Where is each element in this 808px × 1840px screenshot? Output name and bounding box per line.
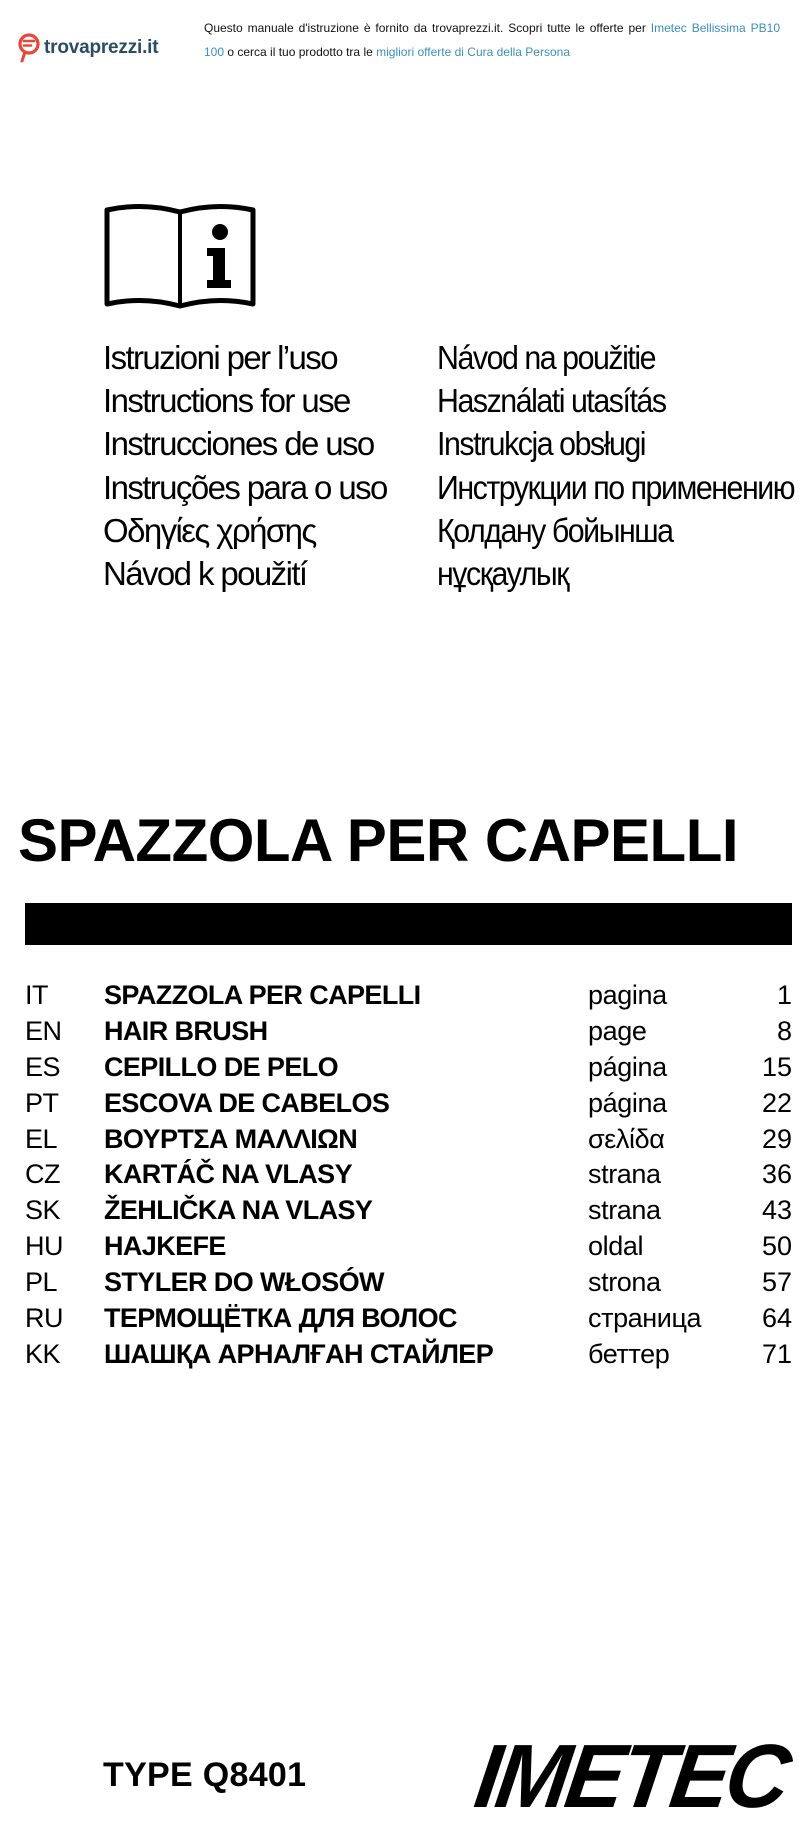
toc-page-word: страница	[588, 1303, 702, 1334]
language-left-item: Οδηγίες χρήσης	[103, 511, 316, 549]
language-right-item: Használati utasítás	[437, 382, 666, 420]
toc-row	[0, 1122, 808, 1158]
toc-language-code: SK	[25, 1195, 61, 1226]
toc-language-code: RU	[25, 1303, 63, 1334]
toc-section-title: ШАШҚА АРНАЛҒАН СТАЙЛЕР	[104, 1338, 494, 1369]
price-tag-icon	[17, 33, 41, 63]
toc-language-code: EN	[25, 1015, 62, 1046]
toc-language-code: PT	[25, 1087, 59, 1118]
model-type: TYPE Q8401	[103, 1756, 307, 1794]
toc-row	[0, 1337, 808, 1373]
toc-section-title: ŽEHLIČKA NA VLASY	[104, 1195, 373, 1226]
toc-page-word: página	[588, 1051, 667, 1082]
top-banner	[0, 0, 808, 70]
toc-page-word: pagina	[588, 980, 667, 1010]
toc-page-number: 8	[776, 1015, 792, 1046]
toc-page-number: 43	[761, 1195, 792, 1226]
toc-page-number: 1	[776, 980, 792, 1010]
logo-text: trovaprezzi.it	[44, 37, 159, 58]
trovaprezzi-logo[interactable]	[17, 33, 158, 63]
toc-page-number: 36	[761, 1159, 792, 1190]
toc-row	[0, 1014, 808, 1050]
toc-page-word: беттер	[588, 1338, 670, 1369]
toc-page-number: 29	[761, 1123, 792, 1154]
toc-page-number: 15	[761, 1051, 792, 1082]
toc-row	[0, 1193, 808, 1229]
toc-language-code: HU	[25, 1231, 63, 1262]
toc-row	[0, 1301, 808, 1337]
language-right-item: Қолдану бойынша	[437, 511, 673, 549]
toc-section-title: SPAZZOLA PER CAPELLI	[104, 980, 421, 1010]
toc-language-code: CZ	[25, 1159, 60, 1190]
languages-right-column	[437, 336, 794, 595]
toc-page-word: page	[588, 1015, 647, 1046]
toc-page-number: 64	[761, 1303, 792, 1334]
banner-text-2: o cerca il tuo prodotto tra le	[224, 45, 377, 59]
toc-section-title: ΒΟΥΡΤΣΑ ΜΑΛΛΙΩΝ	[104, 1123, 358, 1154]
language-right-item: нұсқаулық	[437, 555, 569, 593]
banner-notice	[204, 16, 780, 64]
banner-text-1: Questo manuale d'istruzione è fornito da trovaprezzi.it. Scopri tutte le offerte per	[204, 21, 651, 35]
toc-page-word: página	[588, 1087, 667, 1118]
toc-section-title: ТЕРМОЩЁТКА ДЛЯ ВОЛОС	[104, 1303, 457, 1334]
toc-row	[0, 1157, 808, 1193]
language-right-item: Návod na použitie	[437, 339, 656, 376]
imetec-logo: IMETEC	[468, 1727, 793, 1827]
toc-row	[0, 1050, 808, 1086]
info-book-icon	[103, 198, 257, 310]
toc-section-title: ESCOVA DE CABELOS	[104, 1087, 390, 1118]
toc-page-number: 71	[761, 1338, 792, 1369]
languages-left-column	[103, 336, 387, 595]
toc-page-word: strana	[588, 1195, 661, 1226]
toc-section-title: KARTÁČ NA VLASY	[104, 1159, 353, 1190]
toc-page-word: strana	[588, 1159, 661, 1190]
toc-language-code: EL	[25, 1123, 58, 1154]
toc-page-word: σελίδα	[588, 1123, 665, 1154]
toc-row	[0, 1229, 808, 1265]
toc-language-code: PL	[25, 1267, 58, 1298]
toc-language-code: KK	[25, 1338, 61, 1369]
toc-language-code: ES	[25, 1051, 61, 1082]
table-of-contents	[0, 978, 808, 1373]
toc-page-number: 57	[761, 1267, 792, 1298]
language-right-item: Instrukcja obsługi	[437, 425, 646, 463]
toc-section-title: HAJKEFE	[104, 1231, 226, 1262]
toc-row	[0, 1086, 808, 1122]
toc-section-title: CEPILLO DE PELO	[104, 1051, 339, 1082]
title-bar	[25, 903, 792, 945]
toc-page-word: oldal	[588, 1231, 644, 1262]
product-link[interactable]: Imetec Bellissima PB10 100	[204, 21, 780, 59]
toc-page-number: 50	[761, 1231, 792, 1262]
language-right-item: Инструкции по применению	[437, 468, 795, 506]
language-left-item: Instruções para o uso	[103, 468, 387, 506]
toc-page-number: 22	[761, 1087, 792, 1118]
language-left-item: Istruzioni per l’uso	[103, 339, 337, 376]
language-left-item: Instructions for use	[103, 382, 350, 420]
category-link[interactable]: migliori offerte di Cura della Persona	[376, 45, 570, 59]
toc-row	[0, 1265, 808, 1301]
language-left-item: Návod k použití	[103, 555, 307, 593]
toc-section-title: HAIR BRUSH	[104, 1015, 268, 1046]
toc-section-title: STYLER DO WŁOSÓW	[104, 1267, 384, 1298]
toc-language-code: IT	[25, 980, 48, 1010]
toc-page-word: strona	[588, 1267, 661, 1298]
product-title: SPAZZOLA PER CAPELLI	[18, 807, 739, 874]
language-left-item: Instrucciones de uso	[103, 425, 374, 463]
toc-row	[0, 978, 808, 1014]
